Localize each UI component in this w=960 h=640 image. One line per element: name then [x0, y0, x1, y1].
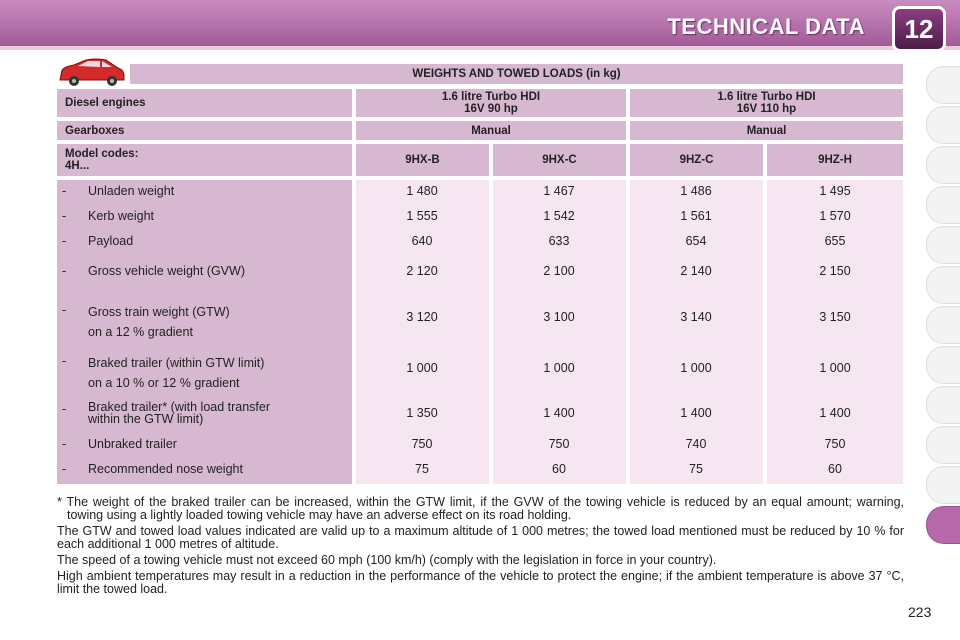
row-label-text: Gross train weight (GTW) on a 12 % gradient [88, 305, 230, 339]
cell-value: 740 [685, 437, 707, 451]
cell-value: 1 000 [819, 361, 851, 375]
chapter-tab[interactable] [926, 346, 960, 384]
chapter-tab[interactable] [926, 426, 960, 464]
cell-value: 750 [824, 437, 846, 451]
gearbox-header: Manual [356, 121, 626, 140]
cell-value: 2 100 [543, 264, 575, 278]
cell-value: 2 120 [406, 264, 438, 278]
row-label-text: Braked trailer (within GTW limit) on a 10 % or 12 % gradient [88, 356, 265, 390]
cell-value: 2 150 [819, 264, 851, 278]
gearbox-label: Gearboxes [57, 121, 352, 140]
row-bullet: - [62, 354, 67, 368]
chapter-tab[interactable] [926, 266, 960, 304]
model-code-header: 9HZ-C [630, 144, 763, 176]
row-bullet: - [62, 209, 67, 223]
chapter-tab[interactable] [926, 306, 960, 344]
row-bullet: - [62, 303, 67, 317]
cell-value: 1 400 [543, 406, 575, 420]
row-label-text: Unbraked trailer [88, 437, 177, 451]
cell-value: 1 400 [819, 406, 851, 420]
cell-value: 60 [828, 462, 842, 476]
chapter-tab[interactable] [926, 146, 960, 184]
cell-value: 3 120 [406, 310, 438, 324]
cell-value: 1 555 [406, 209, 438, 223]
row-bullet: - [62, 184, 67, 198]
footnote: * The weight of the braked trailer can be increased, within the GTW limit, if the GVW of the towing vehicle is reduced by an equal amount; warning, towing using a lightly loaded towing vehicle may have an adverse effect on its road holding. [57, 495, 904, 522]
cell-value: 75 [415, 462, 429, 476]
cell-value: 60 [552, 462, 566, 476]
cell-value: 1 570 [819, 209, 851, 223]
note-paragraph: The GTW and towed load values indicated are valid up to a maximum altitude of 1 000 metres; the towed load mentioned must be reduced by 10 % for each additional 1 000 metres of altitude. [57, 524, 904, 551]
table-title: WEIGHTS AND TOWED LOADS (in kg) [130, 64, 903, 84]
cell-value: 3 150 [819, 310, 851, 324]
page-number: 223 [908, 604, 932, 620]
chapter-tab[interactable] [926, 106, 960, 144]
car-icon [56, 56, 128, 88]
row-bullet: - [62, 462, 67, 476]
notes-section [57, 496, 904, 599]
row-label-text: Unladen weight [88, 184, 175, 198]
cell-value: 2 140 [680, 264, 712, 278]
row-bullet: - [62, 402, 67, 416]
row-label-text: Recommended nose weight [88, 462, 243, 476]
cell-value: 1 542 [543, 209, 575, 223]
cell-value: 75 [689, 462, 703, 476]
cell-value: 750 [411, 437, 433, 451]
cell-value: 750 [548, 437, 570, 451]
chapter-tab[interactable] [926, 66, 960, 104]
chapter-number-badge: 12 [892, 6, 946, 52]
engine-label: Diesel engines [57, 89, 352, 117]
chapter-tab[interactable] [926, 186, 960, 224]
chapter-tab[interactable] [926, 506, 960, 544]
row-label-text: Gross vehicle weight (GVW) [88, 264, 245, 278]
row-bullet: - [62, 264, 67, 278]
cell-value: 640 [411, 234, 433, 248]
chapter-tab[interactable] [926, 226, 960, 264]
engine-header: 1.6 litre Turbo HDI 16V 110 hp [630, 89, 903, 117]
note-paragraph: The speed of a towing vehicle must not exceed 60 mph (100 km/h) (comply with the legislation in force in your country). [57, 553, 717, 567]
cell-value: 655 [824, 234, 846, 248]
cell-value: 1 400 [680, 406, 712, 420]
cell-value: 1 000 [543, 361, 575, 375]
cell-value: 654 [685, 234, 707, 248]
cell-value: 1 480 [406, 184, 438, 198]
chapter-tab[interactable] [926, 386, 960, 424]
row-label-text: Kerb weight [88, 209, 155, 223]
cell-value: 1 000 [680, 361, 712, 375]
cell-value: 3 100 [543, 310, 575, 324]
page-title: TECHNICAL DATA [667, 14, 865, 39]
row-bullet: - [62, 234, 67, 248]
row-label-text: Braked trailer* (with load transfer within the GTW limit) [88, 400, 271, 426]
cell-value: 1 495 [819, 184, 851, 198]
cell-value: 1 486 [680, 184, 712, 198]
header-stripe [0, 46, 960, 50]
engine-header: 1.6 litre Turbo HDI 16V 90 hp [356, 89, 626, 117]
model-code-header: 9HZ-H [767, 144, 903, 176]
cell-value: 1 561 [680, 209, 712, 223]
model-code-header: 9HX-B [356, 144, 489, 176]
gearbox-header: Manual [630, 121, 903, 140]
note-paragraph: High ambient temperatures may result in a reduction in the performance of the vehicle to protect the engine; if the ambient temperature is above 37 °C, limit the towed load. [57, 569, 904, 596]
model-codes-label: Model codes: 4H... [57, 144, 352, 176]
cell-value: 1 467 [543, 184, 575, 198]
cell-value: 633 [548, 234, 570, 248]
row-bullet: - [62, 437, 67, 451]
chapter-tab[interactable] [926, 466, 960, 504]
cell-value: 1 000 [406, 361, 438, 375]
cell-value: 1 350 [406, 406, 438, 420]
model-code-header: 9HX-C [493, 144, 626, 176]
chapter-tabs [926, 66, 960, 576]
row-label-text: Payload [88, 234, 134, 248]
cell-value: 3 140 [680, 310, 712, 324]
